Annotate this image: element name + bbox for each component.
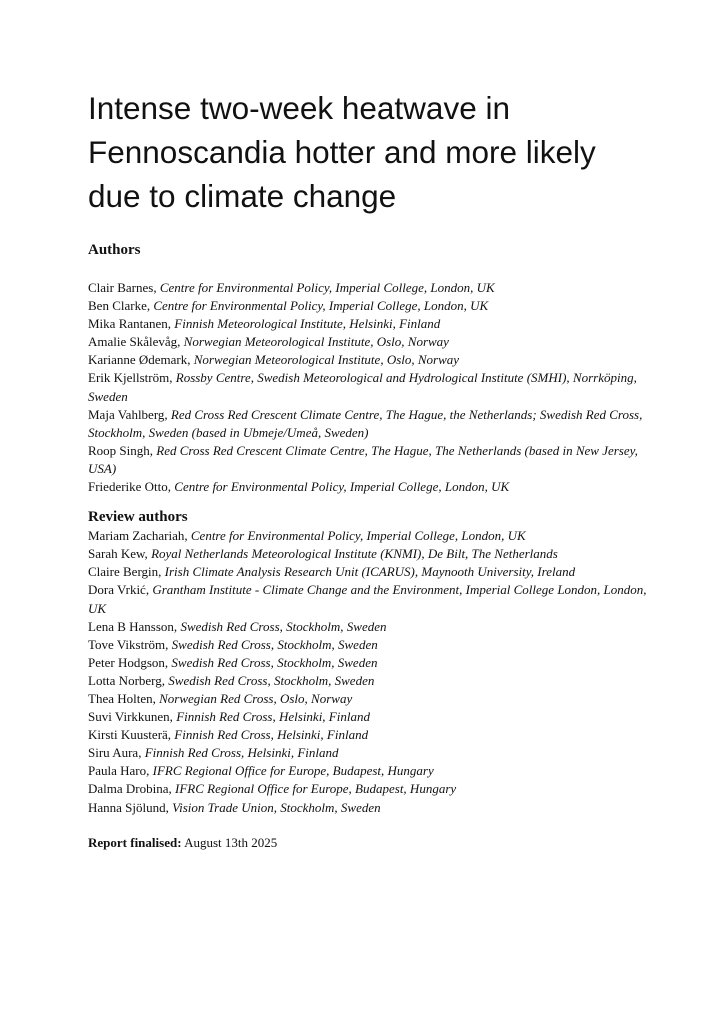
author-name: Clair Barnes, [88, 280, 160, 295]
review-author-entry [88, 654, 648, 672]
author-name: Roop Singh, [88, 442, 157, 458]
author-name: Paula Haro, [88, 763, 153, 779]
author-name: Tove Vikström, [88, 636, 172, 652]
author-name: Erik Kjellström, [88, 370, 176, 386]
author-name: Dalma Drobina, [88, 781, 176, 797]
author-affiliation: Finnish Red Cross, Helsinki, Finland [174, 727, 369, 743]
author-affiliation: Royal Netherlands Meteorological Institute (KNMI), De Bilt, The Netherlands [151, 546, 558, 562]
author-entry [88, 351, 648, 369]
review-author-entry [88, 726, 648, 744]
author-affiliation: Red Cross Red Crescent Climate Centre, The Hague, the Netherlands; Swedish Red Cross, Stockholm, Sweden (based in Ubmeje/Umeå, Sweden) [88, 406, 643, 440]
author-affiliation: Finnish Meteorological Institute, Helsinki, Finland [174, 316, 441, 332]
author-entry [88, 442, 648, 478]
author-entry [88, 297, 648, 315]
review-author-entry [88, 527, 648, 545]
author-affiliation: Irish Climate Analysis Research Unit (ICARUS), Maynooth University, Ireland [164, 564, 576, 580]
author-affiliation: Swedish Red Cross, Stockholm, Sweden [180, 618, 387, 634]
review-author-entry [88, 545, 648, 563]
review-author-entry [88, 672, 648, 690]
author-name: Peter Hodgson, [88, 654, 172, 670]
author-entry [88, 478, 648, 496]
review-author-entry [88, 690, 648, 708]
author-name: Claire Bergin, [88, 564, 165, 580]
review-author-entry [88, 636, 648, 654]
review-author-entry [88, 563, 648, 581]
review-authors-list [88, 527, 648, 817]
author-affiliation: IFRC Regional Office for Europe, Budapest, Hungary [175, 781, 457, 797]
review-author-entry [88, 618, 648, 636]
report-title [88, 86, 648, 218]
author-name: Siru Aura, [88, 745, 145, 761]
author-affiliation: Finnish Red Cross, Helsinki, Finland [144, 745, 339, 761]
report-cover [88, 86, 648, 852]
review-authors-heading: Review authors [88, 509, 188, 526]
author-name: Maja Vahlberg, [88, 406, 171, 422]
author-entry [88, 406, 648, 442]
author-affiliation: Centre for Environmental Policy, Imperial College, London, UK [153, 298, 489, 314]
author-name: Karianne Ødemark, [88, 352, 194, 368]
title-line: Fennoscandia hotter and more likely [88, 134, 596, 170]
author-affiliation: Rossby Centre, Swedish Meteorological and Hydrological Institute (SMHI), Norrköping, Sweden [88, 370, 637, 404]
title-line: Intense two-week heatwave in [88, 90, 510, 126]
author-name: Mika Rantanen, [88, 316, 175, 332]
review-author-entry [88, 762, 648, 780]
author-affiliation: Grantham Institute - Climate Change and the Environment, Imperial College London, London, UK [88, 582, 647, 616]
author-affiliation: Norwegian Meteorological Institute, Oslo, Norway [193, 352, 460, 368]
author-name: Thea Holten, [88, 690, 160, 706]
author-affiliation: Finnish Red Cross, Helsinki, Finland [176, 709, 370, 725]
review-author-entry [88, 780, 648, 798]
author-entry [88, 369, 648, 405]
report-finalised-label: Report finalised: [88, 834, 182, 850]
author-entry [88, 279, 648, 297]
author-name: Hanna Sjölund, [88, 799, 173, 815]
authors-list [88, 279, 648, 496]
author-affiliation: Swedish Red Cross, Stockholm, Sweden [168, 672, 375, 688]
author-affiliation: Centre for Environmental Policy, Imperial College, London, UK [174, 479, 510, 495]
author-name: Suvi Virkkunen, [88, 709, 177, 725]
author-affiliation: IFRC Regional Office for Europe, Budapest, Hungary [152, 763, 434, 779]
author-affiliation: Norwegian Meteorological Institute, Oslo, Norway [183, 334, 449, 350]
author-name: Amalie Skålevåg, [88, 334, 184, 350]
review-author-entry [88, 708, 648, 726]
review-author-entry [88, 744, 648, 762]
author-name: Friederike Otto, [88, 479, 175, 495]
author-name: Lena B Hansson, [88, 618, 181, 634]
authors-heading: Authors [88, 242, 141, 258]
author-name: Mariam Zachariah, [88, 528, 191, 544]
author-affiliation: Centre for Environmental Policy, Imperial College, London, UK [190, 528, 526, 544]
report-finalised-date: August 13th 2025 [181, 834, 278, 850]
author-name: Sarah Kew, [88, 546, 152, 562]
author-affiliation: Centre for Environmental Policy, Imperial College, London, UK [159, 280, 495, 295]
report-finalised [88, 834, 648, 852]
author-entry [88, 333, 648, 351]
review-author-entry [88, 799, 648, 817]
author-name: Kirsti Kuusterä, [88, 727, 175, 743]
author-name: Dora Vrkić, [88, 582, 153, 598]
author-entry [88, 315, 648, 333]
author-affiliation: Swedish Red Cross, Stockholm, Sweden [171, 654, 378, 670]
author-affiliation: Norwegian Red Cross, Oslo, Norway [159, 690, 353, 706]
author-affiliation: Red Cross Red Crescent Climate Centre, The Hague, The Netherlands (based in New Jersey, USA) [88, 442, 638, 476]
review-author-entry [88, 581, 648, 617]
title-line: due to climate change [88, 178, 397, 214]
author-name: Ben Clarke, [88, 298, 154, 314]
author-affiliation: Vision Trade Union, Stockholm, Sweden [172, 799, 381, 815]
author-name: Lotta Norberg, [88, 672, 169, 688]
author-affiliation: Swedish Red Cross, Stockholm, Sweden [171, 636, 378, 652]
